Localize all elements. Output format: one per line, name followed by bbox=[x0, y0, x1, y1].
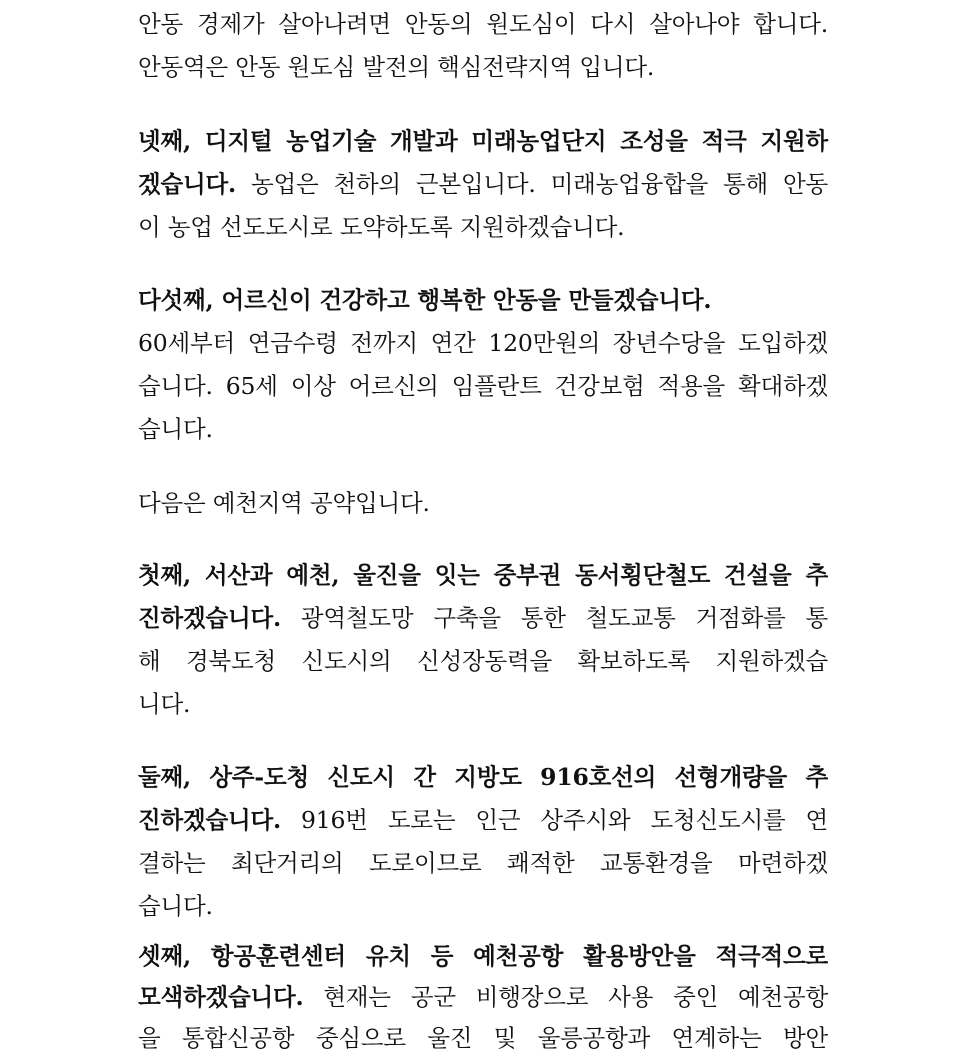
text-run: 니다. bbox=[138, 690, 191, 718]
text-line bbox=[138, 483, 828, 523]
text-line bbox=[138, 977, 828, 1017]
text-run: 안동 경제가 살아나려면 안동의 원도심이 다시 살아나야 합니다. bbox=[138, 10, 828, 38]
text-line bbox=[138, 800, 828, 840]
text-line bbox=[138, 757, 828, 797]
text-run: 916번 도로는 인근 상주시와 도청신도시를 연 bbox=[281, 806, 828, 834]
text-line bbox=[138, 843, 828, 883]
text-line bbox=[138, 164, 828, 204]
text-line bbox=[138, 598, 828, 638]
text-run: 이 농업 선도도시로 도약하도록 지원하겠습니다. bbox=[138, 213, 625, 241]
text-run: 농업은 천하의 근본입니다. 미래농업융합을 통해 안동 bbox=[236, 170, 828, 198]
text-line bbox=[138, 121, 828, 161]
text-run: 습니다. bbox=[138, 892, 213, 920]
text-line bbox=[138, 366, 828, 406]
text-run: 광역철도망 구축을 통한 철도교통 거점화를 통 bbox=[281, 604, 828, 632]
text-run: 60세부터 연금수령 전까지 연간 120만원의 장년수당을 도입하겠 bbox=[138, 329, 828, 357]
text-run: 해 경북도청 신도시의 신성장동력을 확보하도록 지원하겠습 bbox=[138, 647, 828, 675]
text-run: 다음은 예천지역 공약입니다. bbox=[138, 489, 430, 517]
text-run: 을 통합신공항 중심으로 울진 및 울릉공항과 연계하는 방안 bbox=[138, 1024, 828, 1052]
text-line bbox=[138, 47, 828, 87]
text-run-bold: 둘째, 상주-도청 신도시 간 지방도 916호선의 선형개량을 추 bbox=[138, 763, 828, 791]
text-line bbox=[138, 207, 828, 247]
text-line bbox=[138, 936, 828, 976]
text-run-bold: 다섯째, 어르신이 건강하고 행복한 안동을 만들겠습니다. bbox=[138, 286, 712, 314]
text-run-bold: 진하겠습니다. bbox=[138, 806, 281, 834]
text-line bbox=[138, 641, 828, 681]
text-run: 안동역은 안동 원도심 발전의 핵심전략지역 입니다. bbox=[138, 53, 655, 81]
text-line bbox=[138, 1018, 828, 1058]
text-run: 결하는 최단거리의 도로이므로 쾌적한 교통환경을 마련하겠 bbox=[138, 849, 828, 877]
text-line bbox=[138, 886, 828, 926]
text-run-bold: 겠습니다. bbox=[138, 170, 236, 198]
text-run: 습니다. bbox=[138, 415, 213, 443]
text-line bbox=[138, 280, 828, 320]
text-line bbox=[138, 684, 828, 724]
text-run-bold: 셋째, 항공훈련센터 유치 등 예천공항 활용방안을 적극적으로 bbox=[138, 942, 828, 970]
text-run-bold: 진하겠습니다. bbox=[138, 604, 281, 632]
text-line bbox=[138, 555, 828, 595]
text-run-bold: 모색하겠습니다. bbox=[138, 983, 304, 1011]
text-run: 습니다. 65세 이상 어르신의 임플란트 건강보험 적용을 확대하겠 bbox=[138, 372, 828, 400]
text-line bbox=[138, 4, 828, 44]
text-run-bold: 넷째, 디지털 농업기술 개발과 미래농업단지 조성을 적극 지원하 bbox=[138, 127, 828, 155]
text-run: 현재는 공군 비행장으로 사용 중인 예천공항 bbox=[303, 983, 828, 1011]
text-run-bold: 첫째, 서산과 예천, 울진을 잇는 중부권 동서횡단철도 건설을 추 bbox=[138, 561, 828, 589]
text-line bbox=[138, 409, 828, 449]
text-line bbox=[138, 323, 828, 363]
